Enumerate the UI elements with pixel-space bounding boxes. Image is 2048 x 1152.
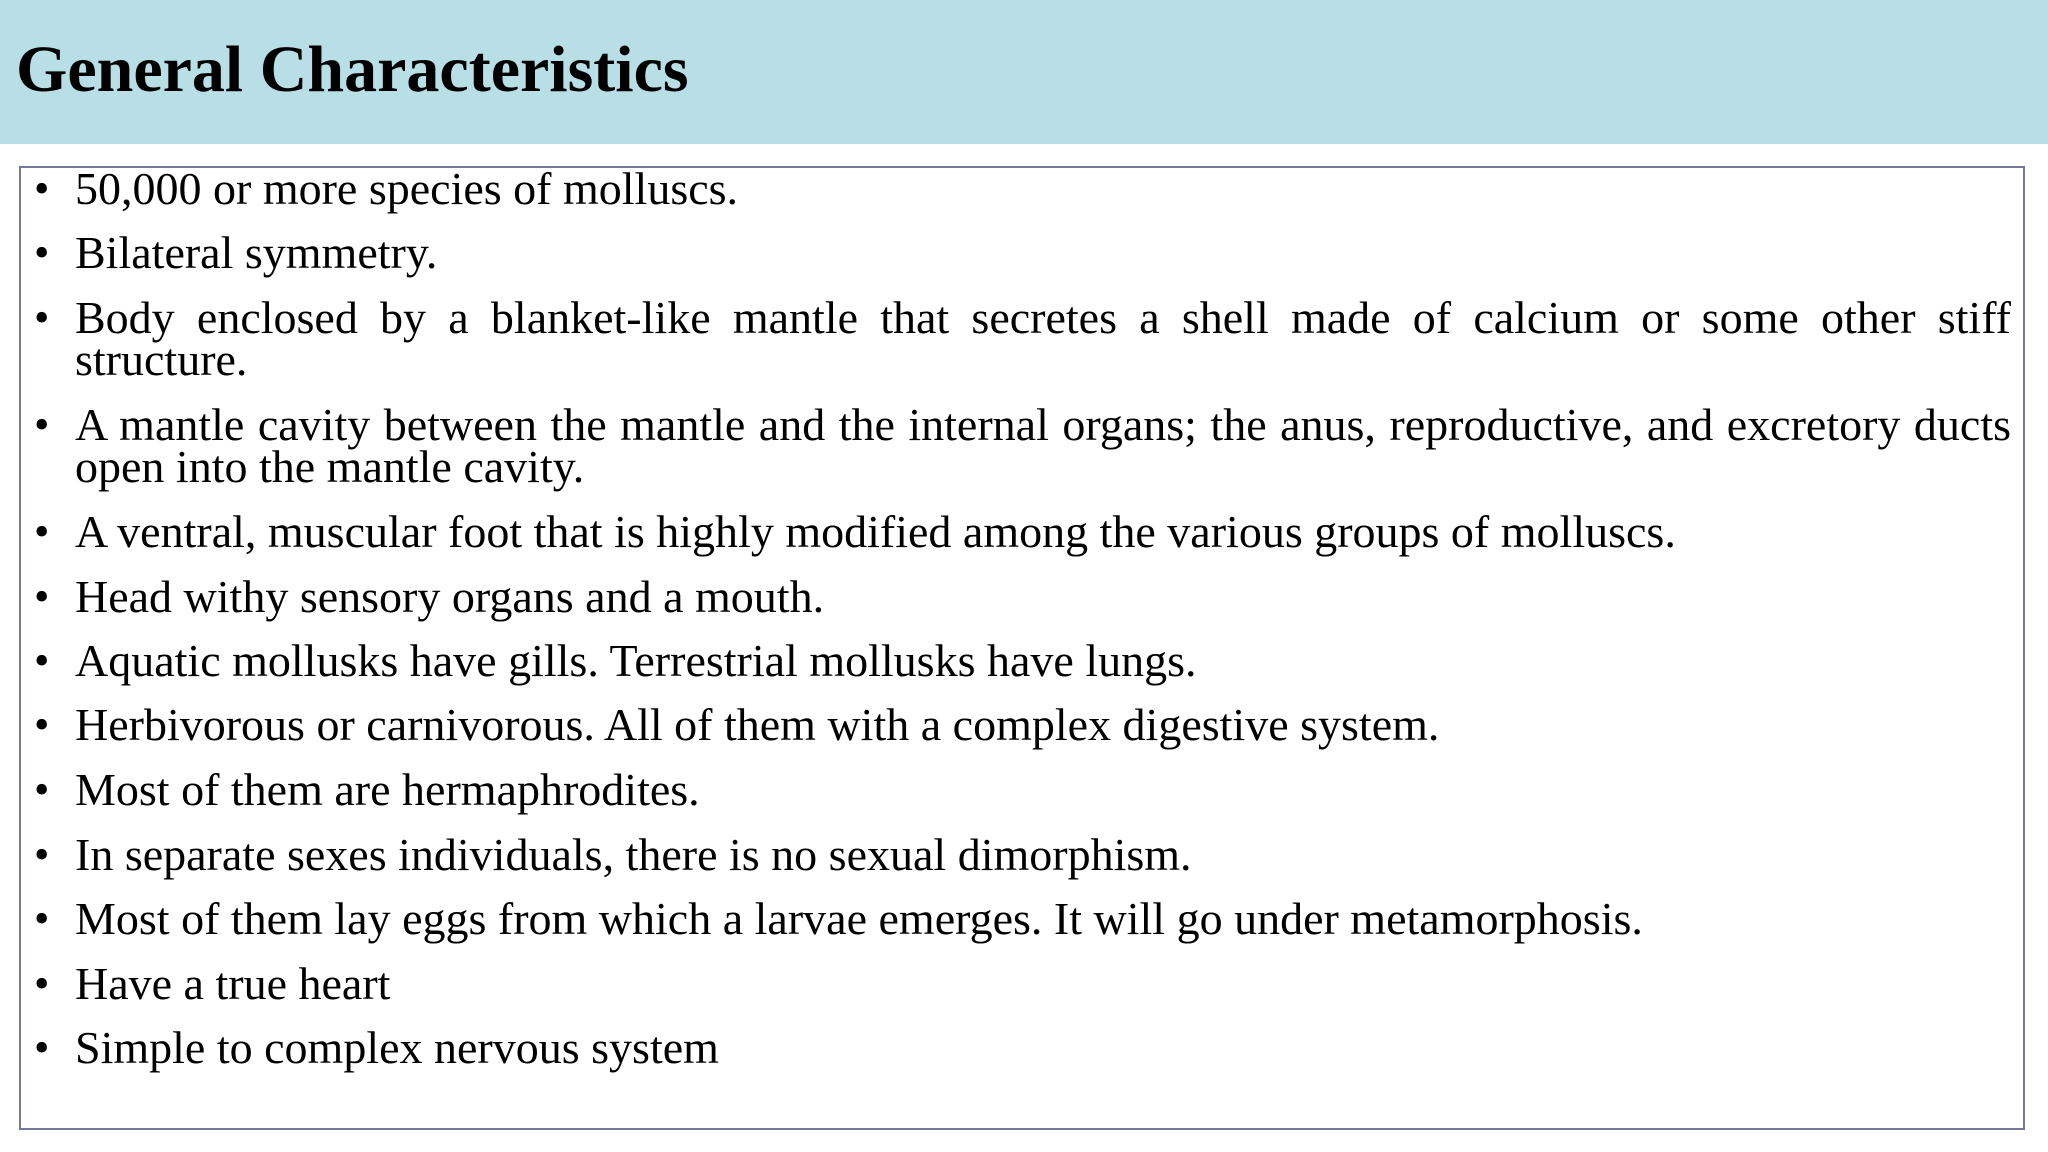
bullet-dot-icon: •: [34, 636, 50, 685]
bullet-text: Body enclosed by a blanket-like mantle that secretes a shell made of calcium or some other stiff structure.: [75, 292, 2011, 385]
slide-title: General Characteristics: [16, 33, 689, 106]
bullet-text: Have a true heart: [75, 958, 391, 1009]
bullet-text: Head withy sensory organs and a mouth.: [75, 571, 825, 622]
bullet-dot-icon: •: [34, 959, 50, 1008]
bullet-text: In separate sexes individuals, there is no sexual dimorphism.: [75, 829, 1192, 880]
header-band: [0, 0, 2048, 144]
bullet-dot-icon: •: [34, 894, 50, 943]
bullet-text: A ventral, muscular foot that is highly modified among the various groups of molluscs.: [75, 506, 1676, 557]
bullet-text: 50,000 or more species of molluscs.: [75, 163, 739, 214]
bullet-dot-icon: •: [34, 700, 50, 749]
bullet-dot-icon: •: [34, 400, 50, 449]
bullet-text: Aquatic mollusks have gills. Terrestrial mollusks have lungs.: [75, 635, 1197, 686]
bullet-text: Bilateral symmetry.: [75, 227, 438, 278]
bullet-dot-icon: •: [34, 228, 50, 277]
bullet-text: Simple to complex nervous system: [75, 1022, 719, 1073]
bullet-dot-icon: •: [34, 164, 50, 213]
bullet-text: Herbivorous or carnivorous. All of them with a complex digestive system.: [75, 699, 1440, 750]
bullet-dot-icon: •: [34, 830, 50, 879]
bullet-text: A mantle cavity between the mantle and the internal organs; the anus, reproductive, and excretory ducts open into the mantle cavity.: [75, 399, 2011, 492]
bullet-text: Most of them are hermaphrodites.: [75, 764, 700, 815]
bullet-dot-icon: •: [34, 507, 50, 556]
bullet-dot-icon: •: [34, 293, 50, 342]
bullet-dot-icon: •: [34, 1023, 50, 1072]
bullet-dot-icon: •: [34, 765, 50, 814]
content-box: [19, 163, 2025, 1130]
bullet-dot-icon: •: [34, 572, 50, 621]
bullet-text: Most of them lay eggs from which a larvae emerges. It will go under metamorphosis.: [75, 893, 1643, 944]
